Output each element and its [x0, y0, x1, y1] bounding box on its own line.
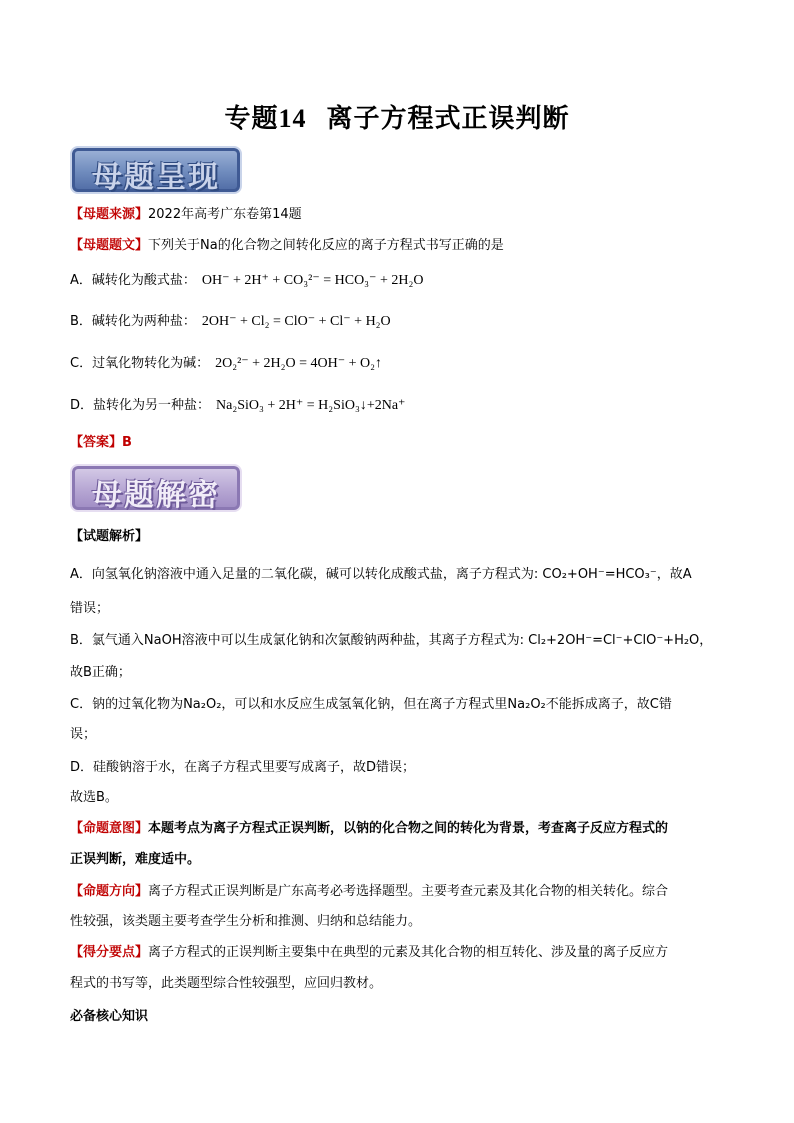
analysis-conclusion: 故选B。 [70, 790, 118, 805]
option-c [70, 355, 730, 373]
banner-question-text: 母题呈现 [92, 160, 220, 194]
option-c-label: C．过氧化物转化为碱： [70, 356, 210, 371]
points-line2: 程式的书写等，此类题型综合性较强型，应回归教材。 [70, 976, 383, 991]
analysis-d-line1: D．硅酸钠溶于水，在离子方程式里要写成离子，故D错误； [70, 760, 416, 775]
option-c-equation: 2O₂²⁻ + 2H₂O = 4OH⁻ + O₂↑ [215, 356, 383, 371]
banner-analysis-text: 母题解密 [92, 478, 220, 512]
direction-line2: 性较强，该类题主要考查学生分析和推测、归纳和总结能力。 [70, 914, 422, 929]
analysis-a-line1: A．向氢氧化钠溶液中通入足量的二氧化碳，碱可以转化成酸式盐，离子方程式为: CO₂+OH⁻=HCO₃⁻，故A [70, 567, 692, 582]
analysis-tag: 【试题解析】 [70, 529, 149, 544]
answer-line [70, 434, 730, 452]
points-line1 [70, 944, 730, 962]
banner-analysis [70, 464, 242, 512]
source-text: 2022年高考广东卷第14题 [148, 207, 302, 222]
intent-line2 [70, 851, 730, 869]
source-tag: 【母题来源】 [70, 207, 149, 222]
option-b-label: B．碱转化为两种盐： [70, 314, 196, 329]
analysis-b-line2: 故B正确； [70, 665, 131, 680]
analysis-a-line2: 错误； [70, 601, 110, 616]
intent-line1 [70, 820, 730, 838]
option-d-label: D．盐转化为另一种盐： [70, 398, 211, 413]
points-text1: 离子方程式的正误判断主要集中在典型的元素及其化合物的相互转化、涉及量的离子反应方 [148, 945, 669, 960]
answer-text: B [122, 435, 132, 450]
option-d-equation: Na₂SiO₃ + 2H⁺ = H₂SiO₃↓+2Na⁺ [216, 398, 406, 413]
direction-text1: 离子方程式正误判断是广东高考必考选择题型。主要考查元素及其化合物的相关转化。综合 [148, 884, 669, 899]
option-d [70, 397, 730, 415]
analysis-heading [70, 528, 730, 546]
intent-tag: 【命题意图】 [70, 821, 149, 836]
analysis-b-line1: B．氯气通入NaOH溶液中可以生成氯化钠和次氯酸钠两种盐，其离子方程式为: Cl₂+2OH⁻=Cl⁻+ClO⁻+H₂O， [70, 633, 713, 648]
points-tag: 【得分要点】 [70, 945, 149, 960]
option-a [70, 272, 730, 290]
option-a-label: A．碱转化为酸式盐： [70, 273, 196, 288]
page-title [0, 98, 794, 135]
question-text: 下列关于Na的化合物之间转化反应的离子方程式书写正确的是 [148, 238, 504, 253]
core-knowledge-heading: 必备核心知识 [70, 1009, 149, 1024]
title-number: 专题14 [224, 104, 307, 133]
source-line [70, 206, 730, 224]
analysis-c-line2: 误； [70, 727, 97, 742]
banner-question [70, 146, 242, 194]
analysis-c-line1: C．钠的过氧化物为Na₂O₂，可以和水反应生成氢氧化钠，但在离子方程式里Na₂O₂不能拆成离子，故C错 [70, 697, 672, 712]
answer-tag: 【答案】 [70, 435, 123, 450]
direction-tag: 【命题方向】 [70, 884, 149, 899]
option-a-equation: OH⁻ + 2H⁺ + CO₃²⁻ = HCO₃⁻ + 2H₂O [201, 273, 424, 288]
intent-text2: 正误判断，难度适中。 [70, 852, 201, 867]
intent-text1: 本题考点为离子方程式正误判断，以钠的化合物之间的转化为背景，考查离子反应方程式的 [148, 821, 669, 836]
option-b [70, 313, 730, 331]
direction-line1 [70, 883, 730, 901]
title-text: 离子方程式正误判断 [326, 104, 570, 134]
option-b-equation: 2OH⁻ + Cl₂ = ClO⁻ + Cl⁻ + H₂O [201, 314, 391, 329]
question-line [70, 237, 730, 255]
question-tag: 【母题题文】 [70, 238, 149, 253]
